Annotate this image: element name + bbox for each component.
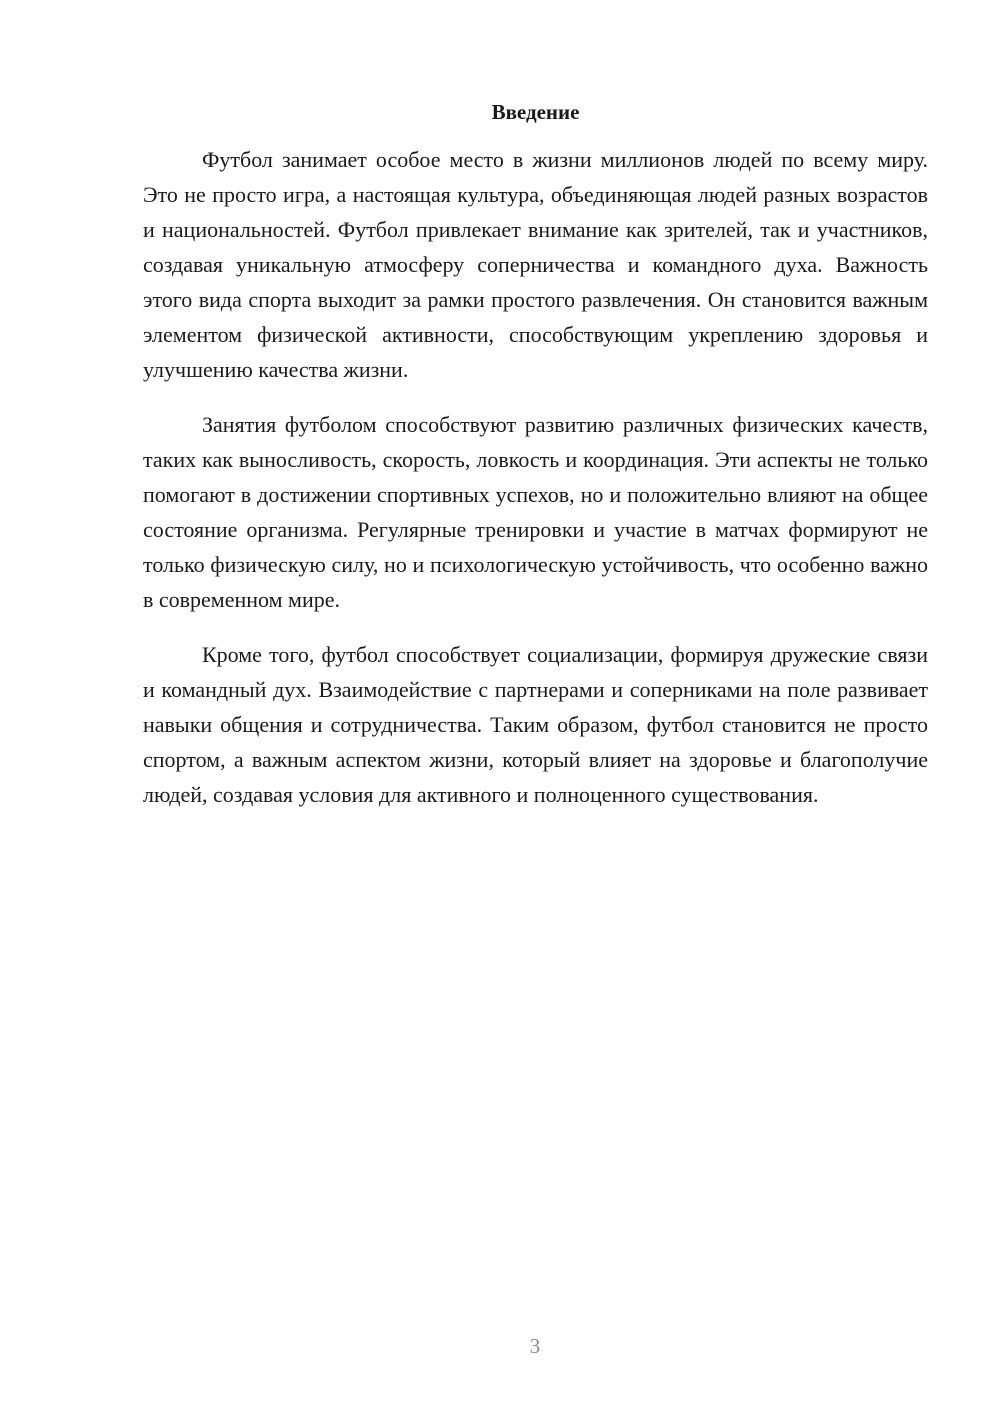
page-number: 3: [529, 1334, 541, 1358]
paragraph-3: Кроме того, футбол способствует социализации, формируя дружеские связи и командный дух. Взаимодействие с партнерами и соперниками на поле развивает навыки общения и сотрудничества. Таким образом, футбол становится не просто спортом, а важным аспектом жизни, который влияет на здоровье и благополучие людей, создавая условия для активного и полноценного существования.: [143, 642, 928, 807]
section-title: Введение: [491, 100, 580, 124]
paragraph-1: Футбол занимает особое место в жизни миллионов людей по всему миру. Это не просто игра, а настоящая культура, объединяющая людей разных возрастов и национальностей. Футбол привлекает внимание как зрителей, так и участников, создавая уникальную атмосферу соперничества и командного духа. Важность этого вида спорта выходит за рамки простого развлечения. Он становится важным элементом физической активности, способствующим укреплению здоровья и улучшению качества жизни.: [143, 147, 928, 382]
paragraph-2: Занятия футболом способствуют развитию различных физических качеств, таких как выносливость, скорость, ловкость и координация. Эти аспекты не только помогают в достижении спортивных успехов, но и положительно влияют на общее состояние организма. Регулярные тренировки и участие в матчах формируют не только физическую силу, но и психологическую устойчивость, что особенно важно в современном мире.: [143, 412, 928, 612]
page-content: [143, 96, 928, 832]
